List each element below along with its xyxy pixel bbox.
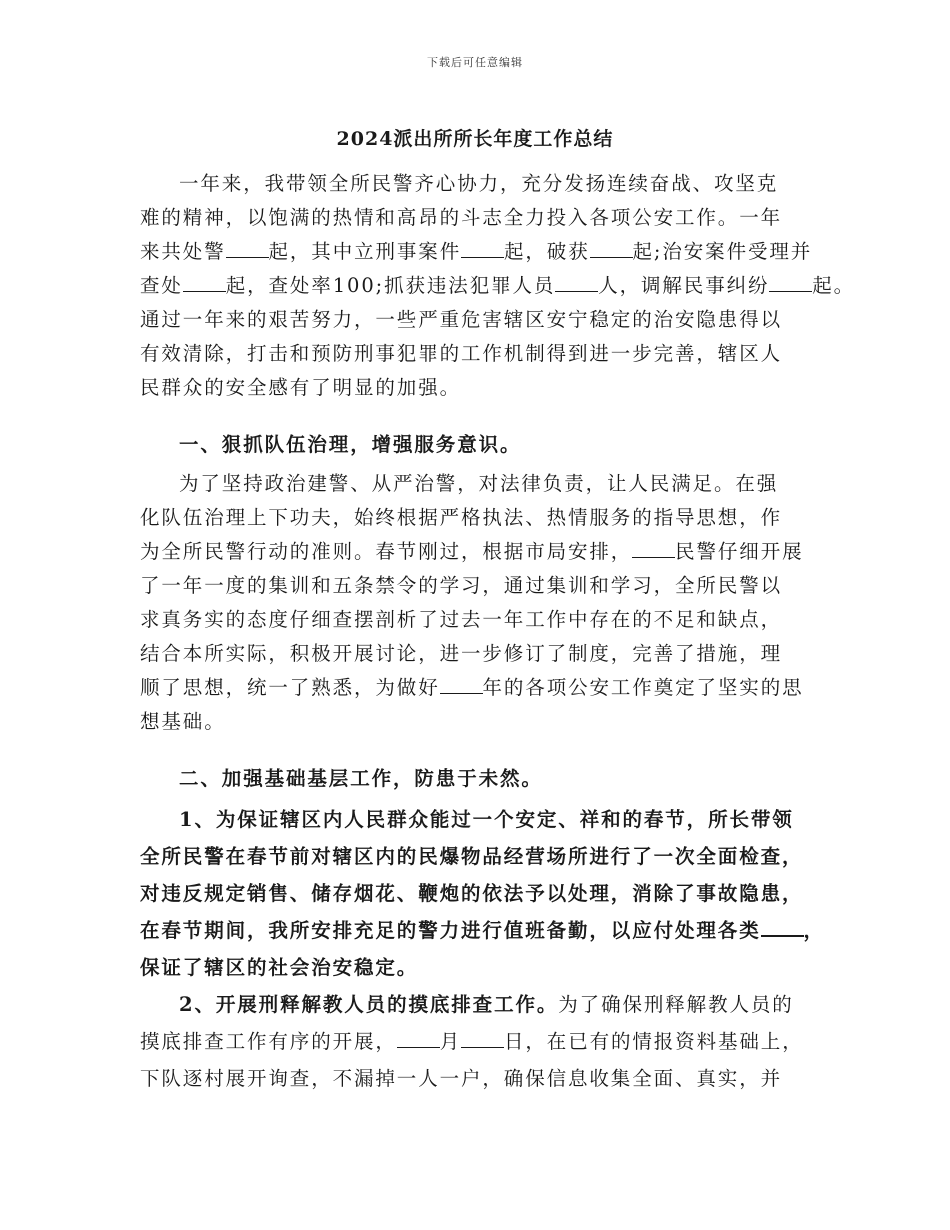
fill-blank <box>461 1028 504 1048</box>
text-line: 为全所民警行动的准则。春节刚过，根据市局安排， 民警仔细开展 <box>140 540 804 563</box>
fill-blank <box>183 272 226 292</box>
text-line: 来共处警 起，其中立刑事案件 起，破获 起;治安案件受理并 <box>140 240 813 263</box>
fill-blank <box>226 238 269 258</box>
text-line: 对违反规定销售、储存烟花、鞭炮的依法予以处理，消除了事故隐患， <box>140 882 804 905</box>
text-line: 保证了辖区的社会治安稳定。 <box>140 956 419 979</box>
text-line: 求真务实的态度仔细查摆剖析了过去一年工作中存在的不足和缺点， <box>140 608 783 631</box>
fill-blank <box>632 538 675 558</box>
paragraph-intro <box>140 167 856 405</box>
text-line: 了一年一度的集训和五条禁令的学习，通过集训和学习，全所民警以 <box>140 574 783 597</box>
section-heading-2 <box>140 762 820 796</box>
text-line: 一年来，我带领全所民警齐心协力，充分发扬连续奋战、攻坚克 <box>179 172 779 195</box>
text-line: 有效清除，打击和预防刑事犯罪的工作机制得到进一步完善，辖区人 <box>140 342 783 365</box>
text-line: 民群众的安全感有了明显的加强。 <box>140 376 462 399</box>
text-line: 全所民警在春节前对辖区内的民爆物品经营场所进行了一次全面检查， <box>140 845 804 868</box>
text-line: 1、为保证辖区内人民群众能过一个安定、祥和的春节，所长带领 <box>179 808 794 831</box>
text-line: 通过一年来的艰苦努力，一些严重危害辖区安宁稳定的治安隐患得以 <box>140 308 783 331</box>
fill-blank <box>397 1028 440 1048</box>
fill-blank <box>769 272 812 292</box>
document-title: 2024派出所所长年度工作总结 <box>336 128 614 150</box>
section-heading-1 <box>140 428 820 462</box>
text-line: 结合本所实际，积极开展讨论，进一步修订了制度，完善了措施，理 <box>140 642 783 665</box>
fill-blank <box>761 916 804 937</box>
page-header-note: 下载后可任意编辑 <box>427 56 523 69</box>
text-line: 为了坚持政治建警、从严治警，对法律负责，让人民满足。在强 <box>179 472 779 495</box>
text-line: 难的精神，以饱满的热情和高昂的斗志全力投入各项公安工作。一年 <box>140 206 783 229</box>
text-line: 在春节期间，我所安排充足的警力进行值班备勤，以应付处理各类 ， <box>140 912 820 949</box>
paragraph-spring-festival <box>140 801 825 986</box>
heading-text: 一、狠抓队伍治理，增强服务意识。 <box>179 433 522 456</box>
text-line: 顺了思想，统一了熟悉，为做好 年的各项公安工作奠定了坚实的思 <box>140 676 804 699</box>
fill-blank <box>555 272 598 292</box>
fill-blank <box>440 674 483 694</box>
text-line: 想基础。 <box>140 710 226 733</box>
paragraph-released-persons <box>140 986 820 1097</box>
paragraph-team-management <box>140 467 820 739</box>
text-line: 2、开展刑释解教人员的摸底排查工作。为了确保刑释解教人员的 <box>179 993 794 1016</box>
text-line: 摸底排查工作有序的开展， 月 日，在已有的情报资料基础上， <box>140 1030 804 1053</box>
heading-text: 二、加强基础基层工作，防患于未然。 <box>179 767 543 790</box>
fill-blank <box>590 238 633 258</box>
fill-blank <box>461 238 504 258</box>
text-line: 化队伍治理上下功夫，始终根据严格执法、热情服务的指导思想，作 <box>140 506 783 529</box>
text-line: 下队逐村展开询查，不漏掉一人一户，确保信息收集全面、真实，并 <box>140 1067 783 1090</box>
text-line: 查处 起，查处率100;抓获违法犯罪人员 人，调解民事纠纷 起。 <box>140 274 856 297</box>
